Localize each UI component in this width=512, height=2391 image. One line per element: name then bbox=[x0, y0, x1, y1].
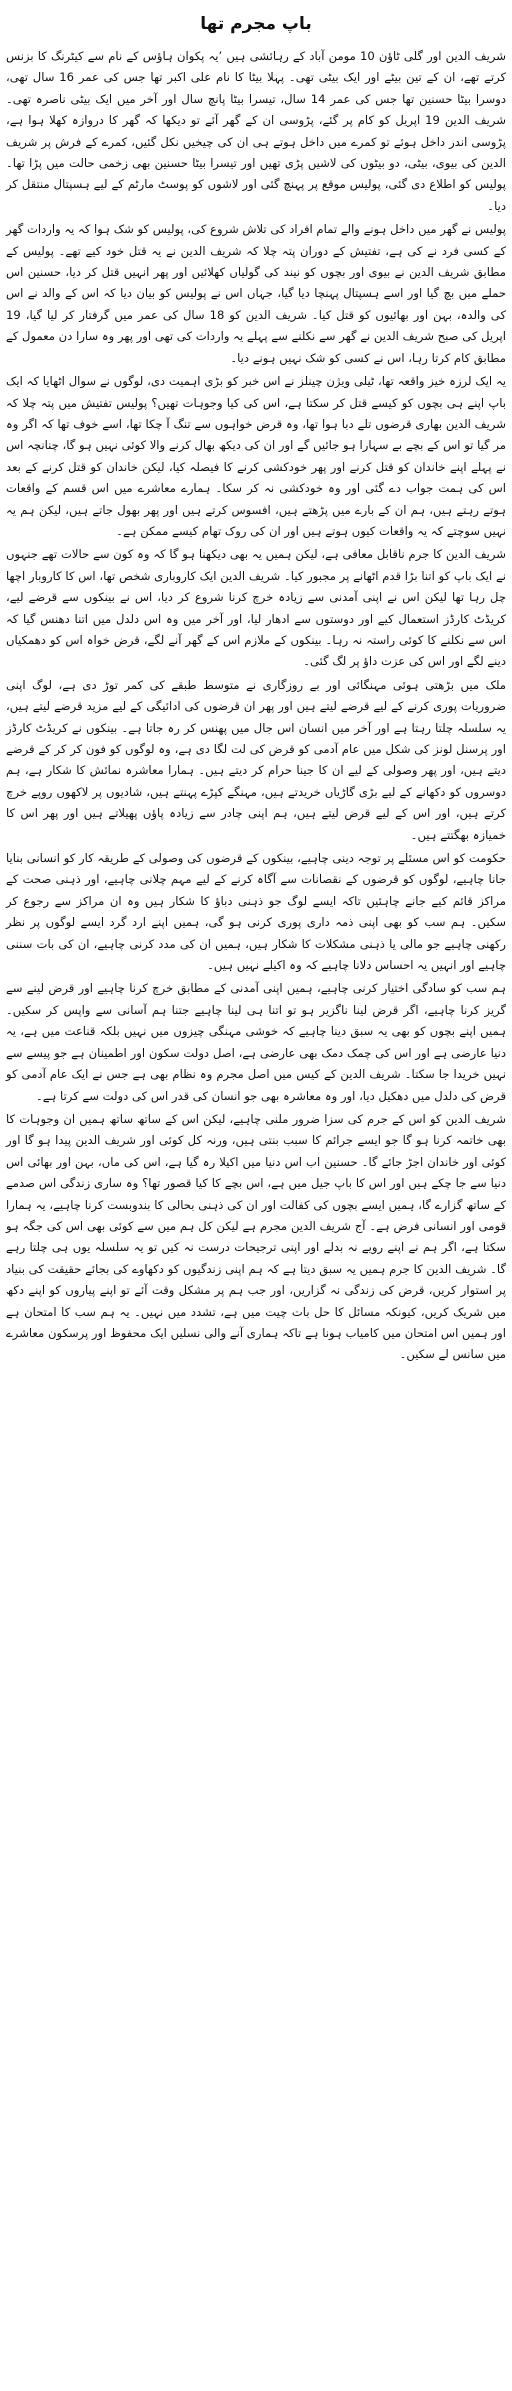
article-title: باپ مجرم تھا bbox=[200, 14, 312, 34]
article-paragraph: حکومت کو اس مسئلے پر توجہ دینی چاہیے، بینکوں کے قرضوں کی وصولی کے طریقہ کار کو انسانی بنایا جانا چاہیے، لوگوں کو قرضوں کے نقصانات سے آگاہ کرنے کے لیے مہم چلانی چاہیے، اور ذہنی صحت کے مراکز قائم کیے جانے چاہئیں تاکہ ایسے لوگ جو ذہنی دباؤ کا شکار ہیں وہ ان مراکز سے رجوع کر سکیں۔ ہم سب کو بھی اپنی ذمہ داری پوری کرنی ہو گی، ہمیں اپنے ارد گرد ایسے لوگوں پر نظر رکھنی چاہیے جو مالی یا ذہنی مشکلات کا شکار ہیں، ہمیں ان کی مدد کرنی چاہیے، ان کی بات سننی چاہیے اور انہیں یہ احساس دلانا چاہیے کہ وہ اکیلے نہیں ہیں۔ bbox=[6, 851, 506, 973]
article-paragraph: شریف الدین اور گلی ٹاؤن 10 مومن آباد کے رہائشی ہیں ’یہ پکوان ہاؤس کے نام سے کیٹرنگ کا بزنس کرتے تھے، ان کے تین بیٹے اور ایک بیٹی تھی۔ پہلا بیٹا کا نام علی اکبر تھا جس کی عمر 16 سال تھی، دوسرا بیٹا حسنین تھا جس کی عمر 14 سال، تیسرا بیٹا پانچ سال اور آخر میں ایک بیٹی ناصرہ تھی۔ شریف الدین 19 اپریل کو کام پر گئے، پڑوسی ان کے گھر آئے تو دیکھا کہ گھر کا دروازہ کھلا ہوا ہے، پڑوسی اندر داخل ہوئے تو کمرے میں داخل ہوتے ہی ان کی چیخیں نکل گئیں، کمرے کے فرش پر شریف الدین کی بیوی، بیٹی، دو بیٹوں کی لاشیں پڑی تھیں اور تیسرا بیٹا حسنین بھی زخمی حالت میں پڑا تھا۔ پولیس کو اطلاع دی گئی، پولیس موقع پر پہنچ گئی اور لاشوں کو پوسٹ مارٹم کے لیے ہسپتال منتقل کر دیا۔ bbox=[6, 49, 506, 213]
article-paragraph: شریف الدین کو اس کے جرم کی سزا ضرور ملنی چاہیے، لیکن اس کے ساتھ ساتھ ہمیں ان وجوہات کا بھی خاتمہ کرنا ہو گا جو ایسے جرائم کا سبب بنتی ہیں، ورنہ کل کوئی اور شریف الدین پیدا ہو گا اور کوئی اور خاندان اجڑ جائے گا۔ حسنین اب اس دنیا میں اکیلا رہ گیا ہے، اس کی ماں، بہن اور بھائی اس دنیا سے جا چکے ہیں اور اس کا باپ جیل میں ہے، اس بچے کا کیا قصور تھا؟ وہ ساری زندگی اس صدمے کے ساتھ گزارے گا، ہمیں ایسے بچوں کی کفالت اور ان کی ذہنی بحالی کا بندوبست کرنا چاہیے، یہ ہمارا قومی اور انسانی فرض ہے۔ آج شریف الدین مجرم ہے لیکن کل ہم میں سے کوئی بھی اس کی جگہ ہو سکتا ہے، اگر ہم نے اپنے رویے نہ بدلے اور اپنی ترجیحات درست نہ کیں تو یہ سلسلہ یوں ہی چلتا رہے گا۔ شریف الدین کا جرم ہمیں یہ سبق دیتا ہے کہ ہم اپنی زندگیوں کو دکھاوے کی بجائے حقیقت کی بنیاد پر استوار کریں، قرض کی زندگی نہ گزاریں، اور جب ہم پر مشکل وقت آئے تو اپنے پیاروں کو اپنے دکھ میں شریک کریں، کیونکہ مسائل کا حل بات چیت میں ہے، تشدد میں نہیں۔ یہ ہم سب کا امتحان ہے اور ہمیں اس امتحان میں کامیاب ہونا ہے تاکہ ہماری آنے والی نسلیں ایک محفوظ اور پرسکون معاشرے میں سانس لے سکیں۔ bbox=[6, 1111, 506, 1362]
article-body bbox=[6, 46, 506, 1366]
article-paragraph: یہ ایک لرزہ خیز واقعہ تھا، ٹیلی ویژن چینلز نے اس خبر کو بڑی اہمیت دی، لوگوں نے سوال اٹھایا کہ ایک باپ اپنے ہی بچوں کو کیسے قتل کر سکتا ہے، اس کی کیا وجوہات تھیں؟ پولیس تفتیش میں پتہ چلا کہ شریف الدین بھاری قرضوں تلے دبا ہوا تھا، وہ قرض خواہوں سے تنگ آ چکا تھا، اسے خوف تھا کہ اگر وہ مر گیا تو اس کے بچے بے سہارا ہو جائیں گے اور ان کی دیکھ بھال کرنے والا کوئی نہیں ہو گا، چنانچہ اس نے پہلے اپنے خاندان کو قتل کرنے اور پھر خودکشی کرنے کا فیصلہ کیا، لیکن خاندان کو قتل کرنے کے بعد اس کی ہمت جواب دے گئی اور وہ خودکشی نہ کر سکا۔ ہمارے معاشرے میں اس قسم کے واقعات ہوتے رہتے ہیں، ہم ان کے بارے میں پڑھتے ہیں، افسوس کرتے ہیں اور پھر بھول جاتے ہیں، لیکن ہم یہ نہیں سوچتے کہ یہ واقعات کیوں ہوتے ہیں اور ان کی روک تھام کیسے ممکن ہے۔ bbox=[6, 374, 506, 538]
article-paragraph: شریف الدین کا جرم ناقابل معافی ہے، لیکن ہمیں یہ بھی دیکھنا ہو گا کہ وہ کون سے حالات تھے جنہوں نے ایک باپ کو اتنا بڑا قدم اٹھانے پر مجبور کیا۔ شریف الدین ایک کاروباری شخص تھا، اس کا کاروبار اچھا چل رہا تھا لیکن اس نے اپنی آمدنی سے زیادہ خرچ کرنا شروع کر دیا، اس نے بینکوں سے قرضے لیے، کریڈٹ کارڈز استعمال کیے اور دوستوں سے ادھار لیا، اور آخر میں وہ اس دلدل میں اتنا دھنس گیا کہ اس سے نکلنے کا کوئی راستہ نہ رہا۔ بینکوں کے ملازم اس کے گھر آنے لگے، قرض خواہ اس کو دھمکیاں دینے لگے اور اس کی عزت داؤ پر لگ گئی۔ bbox=[6, 547, 506, 669]
article-paragraph: ملک میں بڑھتی ہوئی مہنگائی اور بے روزگاری نے متوسط طبقے کی کمر توڑ دی ہے، لوگ اپنی ضروریات پوری کرنے کے لیے قرضے لیتے ہیں اور پھر ان قرضوں کی ادائیگی کے لیے مزید قرضے لیتے ہیں، یہ سلسلہ چلتا رہتا ہے اور آخر میں انسان اس جال میں پھنس کر رہ جاتا ہے۔ بینکوں نے کریڈٹ کارڈز اور پرسنل لونز کی شکل میں عام آدمی کو قرض کی لت لگا دی ہے، وہ لوگوں کو فون کر کر کے قرضے دیتے ہیں، اور پھر وصولی کے لیے ان کا جینا حرام کر دیتے ہیں۔ ہمارا معاشرہ نمائش کا شکار ہے، ہم دوسروں کو دکھانے کے لیے بڑی گاڑیاں خریدتے ہیں، مہنگے کپڑے پہنتے ہیں، شادیوں پر لاکھوں روپے خرچ کرتے ہیں، اور اس کے لیے قرض لیتے ہیں، ہم اپنی چادر سے زیادہ پاؤں پھیلاتے ہیں اور پھر اس کا خمیازہ بھگتتے ہیں۔ bbox=[6, 677, 506, 842]
article-paragraph: ہم سب کو سادگی اختیار کرنی چاہیے، ہمیں اپنی آمدنی کے مطابق خرچ کرنا چاہیے اور قرض لینے سے گریز کرنا چاہیے، اگر قرض لینا ناگزیر ہو تو اتنا ہی لینا چاہیے جتنا ہم آسانی سے واپس کر سکیں۔ ہمیں اپنے بچوں کو بھی یہ سبق دینا چاہیے کہ خوشی مہنگی چیزوں میں نہیں بلکہ قناعت میں ہے، یہ دنیا عارضی ہے اور اس کی چمک دمک بھی عارضی ہے، اصل دولت سکون اور اطمینان ہے جو پیسے سے نہیں خریدا جا سکتا۔ شریف الدین کے کیس میں اصل مجرم وہ نظام بھی ہے جس نے ایک عام آدمی کو قرض کی دلدل میں دھکیل دیا، اور وہ معاشرہ بھی جو انسان کی قدر اس کی دولت سے کرتا ہے۔ bbox=[6, 981, 506, 1103]
article-paragraph: پولیس نے گھر میں داخل ہونے والے تمام افراد کی تلاش شروع کی، پولیس کو شک ہوا کہ یہ واردات گھر کے کسی فرد نے کی ہے، تفتیش کے دوران پتہ چلا کہ شریف الدین نے یہ قتل خود کیے تھے۔ پولیس کے مطابق شریف الدین نے بیوی اور بچوں کو نیند کی گولیاں کھلائیں اور پھر انہیں قتل کر دیا، حسنین اس حملے میں بچ گیا اور اسے ہسپتال پہنچا دیا گیا، جہاں اس نے پولیس کو بیان دیا کہ اس کے والد نے اس کی والدہ، بہن اور بھائیوں کو قتل کیا۔ شریف الدین کو 18 سال کی عمر میں گرفتار کر لیا گیا، 19 اپریل کی صبح شریف الدین نے گھر سے نکلنے سے پہلے یہ واردات کی تھی اور پھر وہ سارا دن معمول کے مطابق کام کرتا رہا، اس نے کسی کو شک نہیں ہونے دیا۔ bbox=[6, 222, 506, 365]
